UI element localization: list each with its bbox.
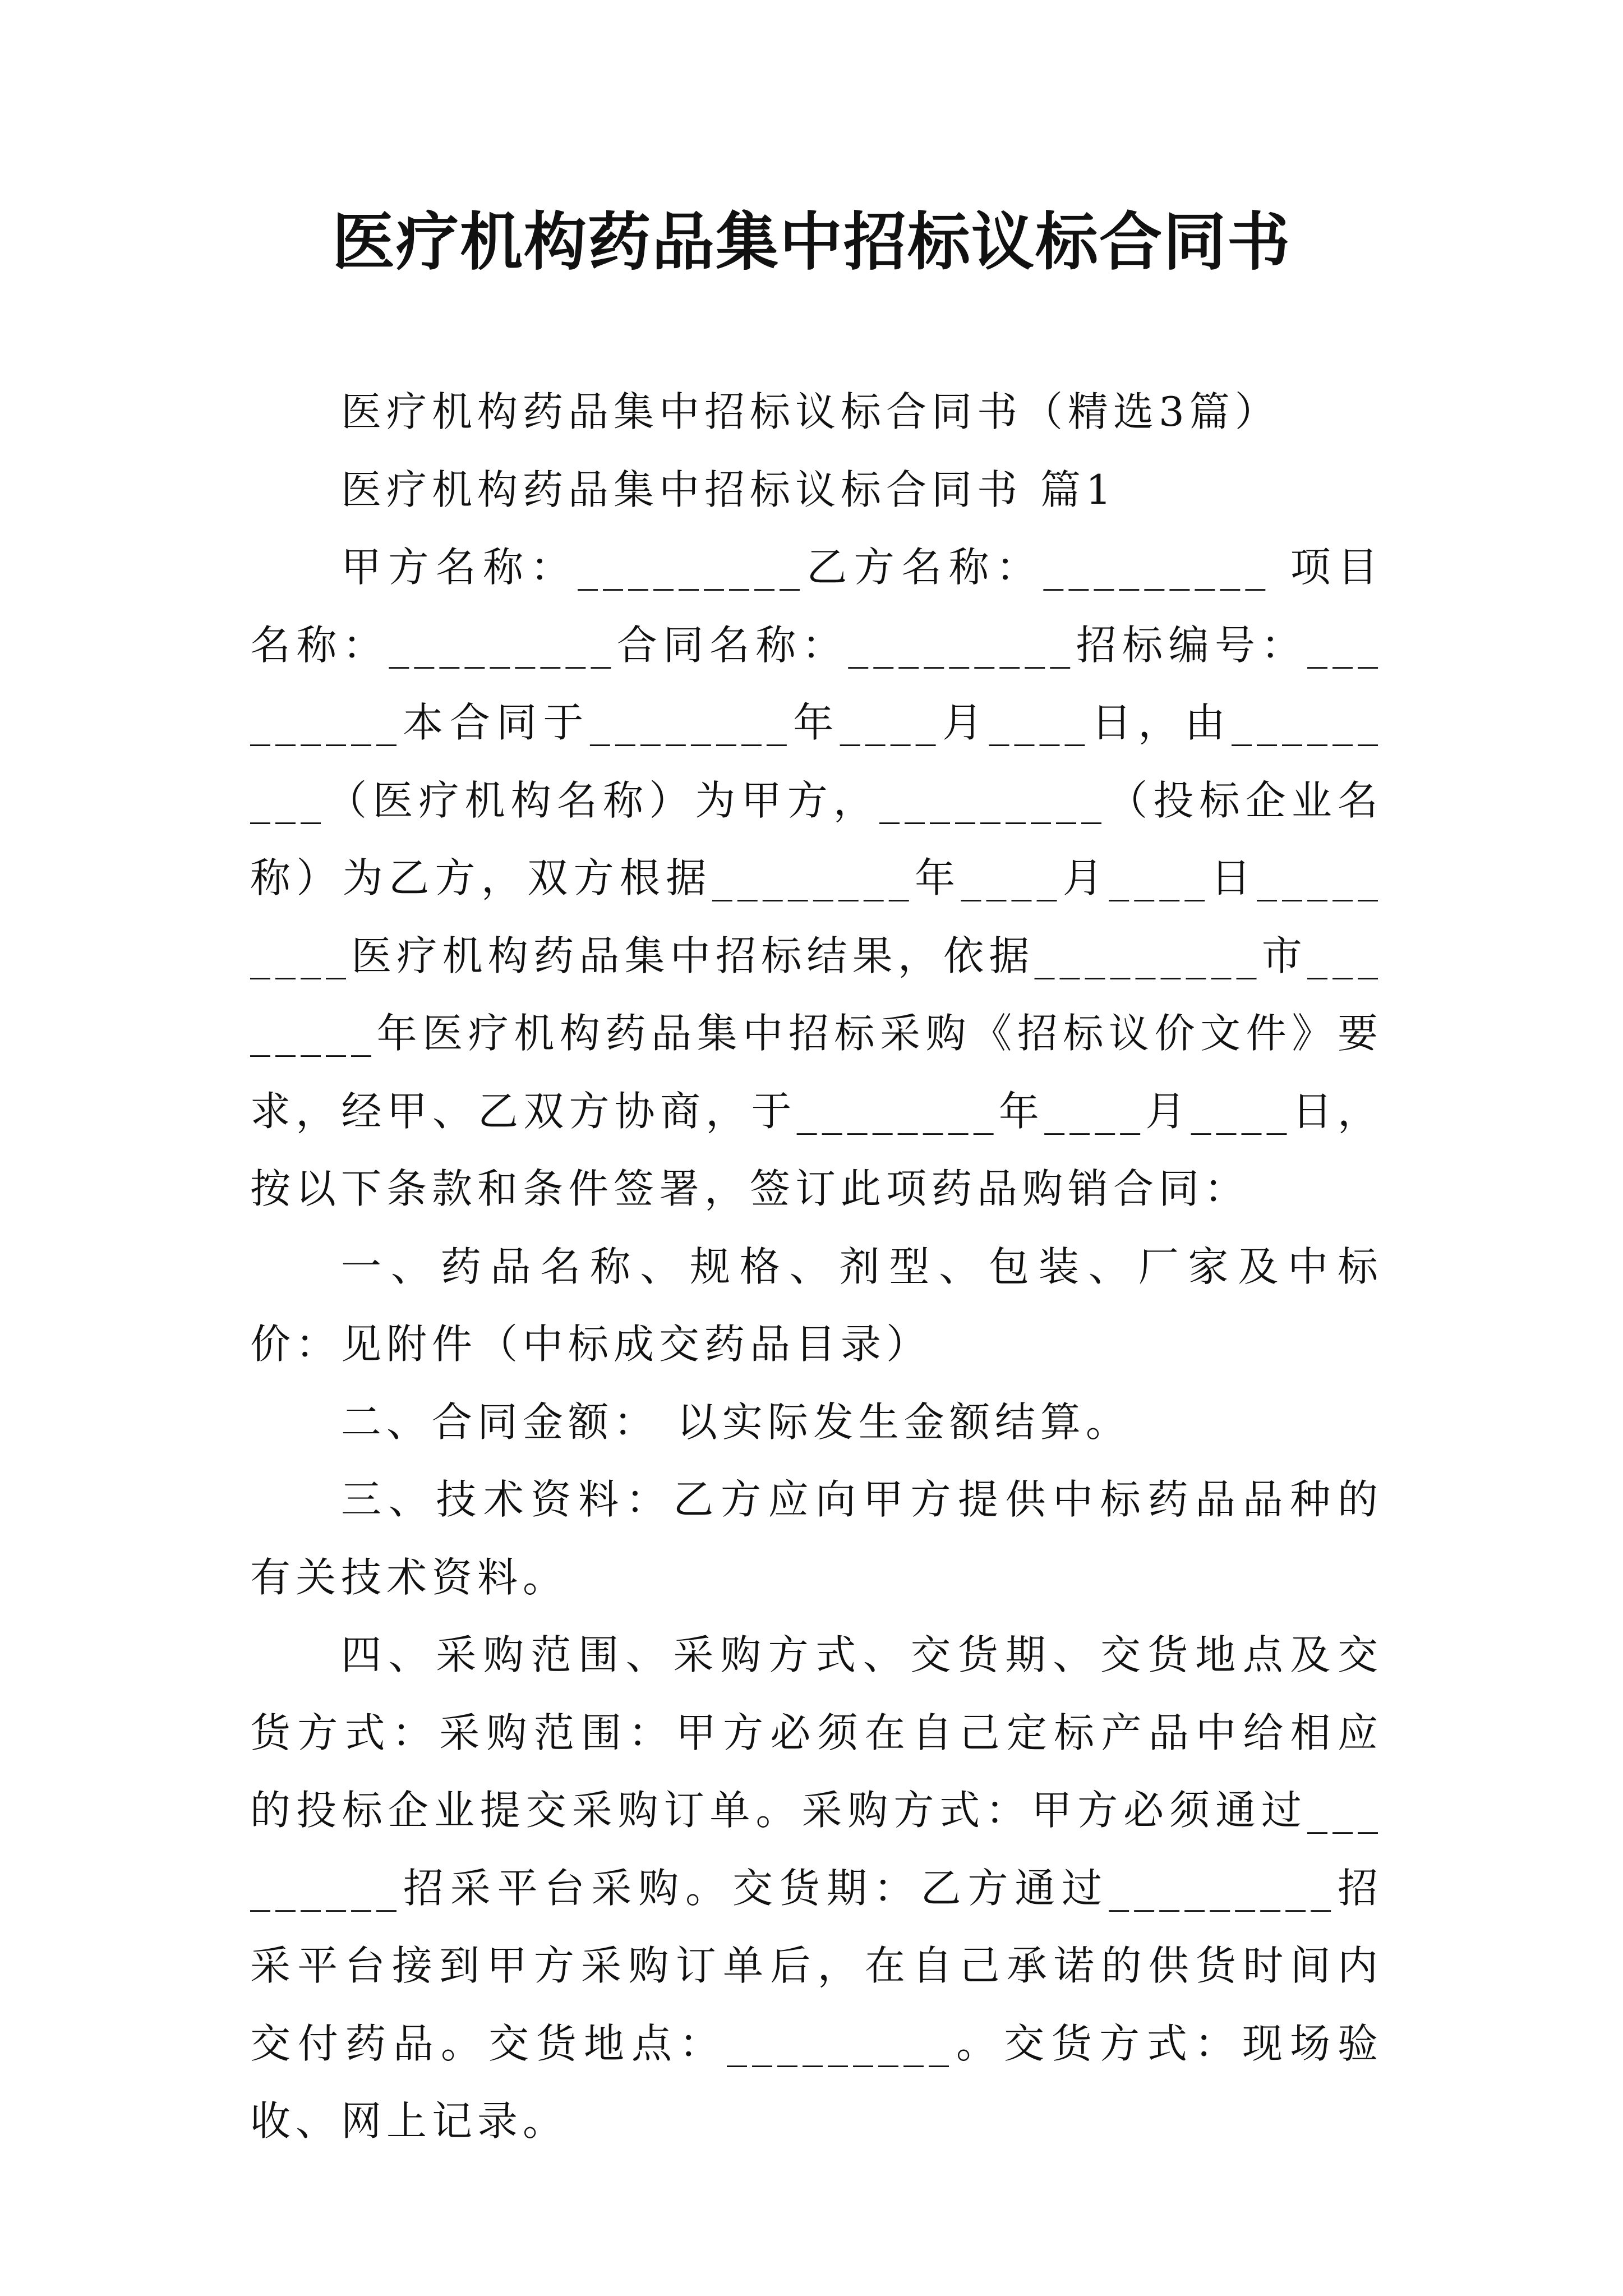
paragraph-clause-3: 三、技术资料：乙方应向甲方提供中标药品品种的有关技术资料。 <box>250 1476 1383 1601</box>
paragraph-clause-4: 四、采购范围、采购方式、交货期、交货地点及交货方式：采购范围：甲方必须在自己定标产品中给相应的投标企业提交采购订单。采购方式：甲方必须通过_________招采平台采购。交货期：乙方通过_________招采平台接到甲方采购订单后，在自己承诺的供货时间内交付药品。交货地点：_________。交货方式：现场验收、网上记录。 <box>250 1631 1383 2145</box>
paragraph-contract-parties: 甲方名称：_________乙方名称：_________ 项目名称：_________合同名称：_________招标编号：_________本合同于________年____月____日，由_________（医疗机构名称）为甲方，_________（投标企业名称）为乙方，双方根据________年____月____日_________医疗机构药品集中招标结果，依据_________市________年医疗机构药品集中招标采购《招标议价文件》要求，经甲、乙双方协商，于________年____月____日，按以下条款和条件签署，签订此项药品购销合同： <box>250 544 1383 1212</box>
document-body <box>250 373 1383 2160</box>
paragraph-clause-2: 二、合同金额： 以实际发生金额结算。 <box>341 1398 1131 1446</box>
paragraph-section-heading: 医疗机构药品集中招标议标合同书 篇1 <box>341 466 1117 513</box>
paragraph-subtitle: 医疗机构药品集中招标议标合同书（精选3篇） <box>341 388 1280 435</box>
document-title: 医疗机构药品集中招标议标合同书 <box>332 205 1291 279</box>
paragraph-clause-1: 一、药品名称、规格、剂型、包装、厂家及中标价：见附件（中标成交药品目录） <box>250 1243 1383 1368</box>
